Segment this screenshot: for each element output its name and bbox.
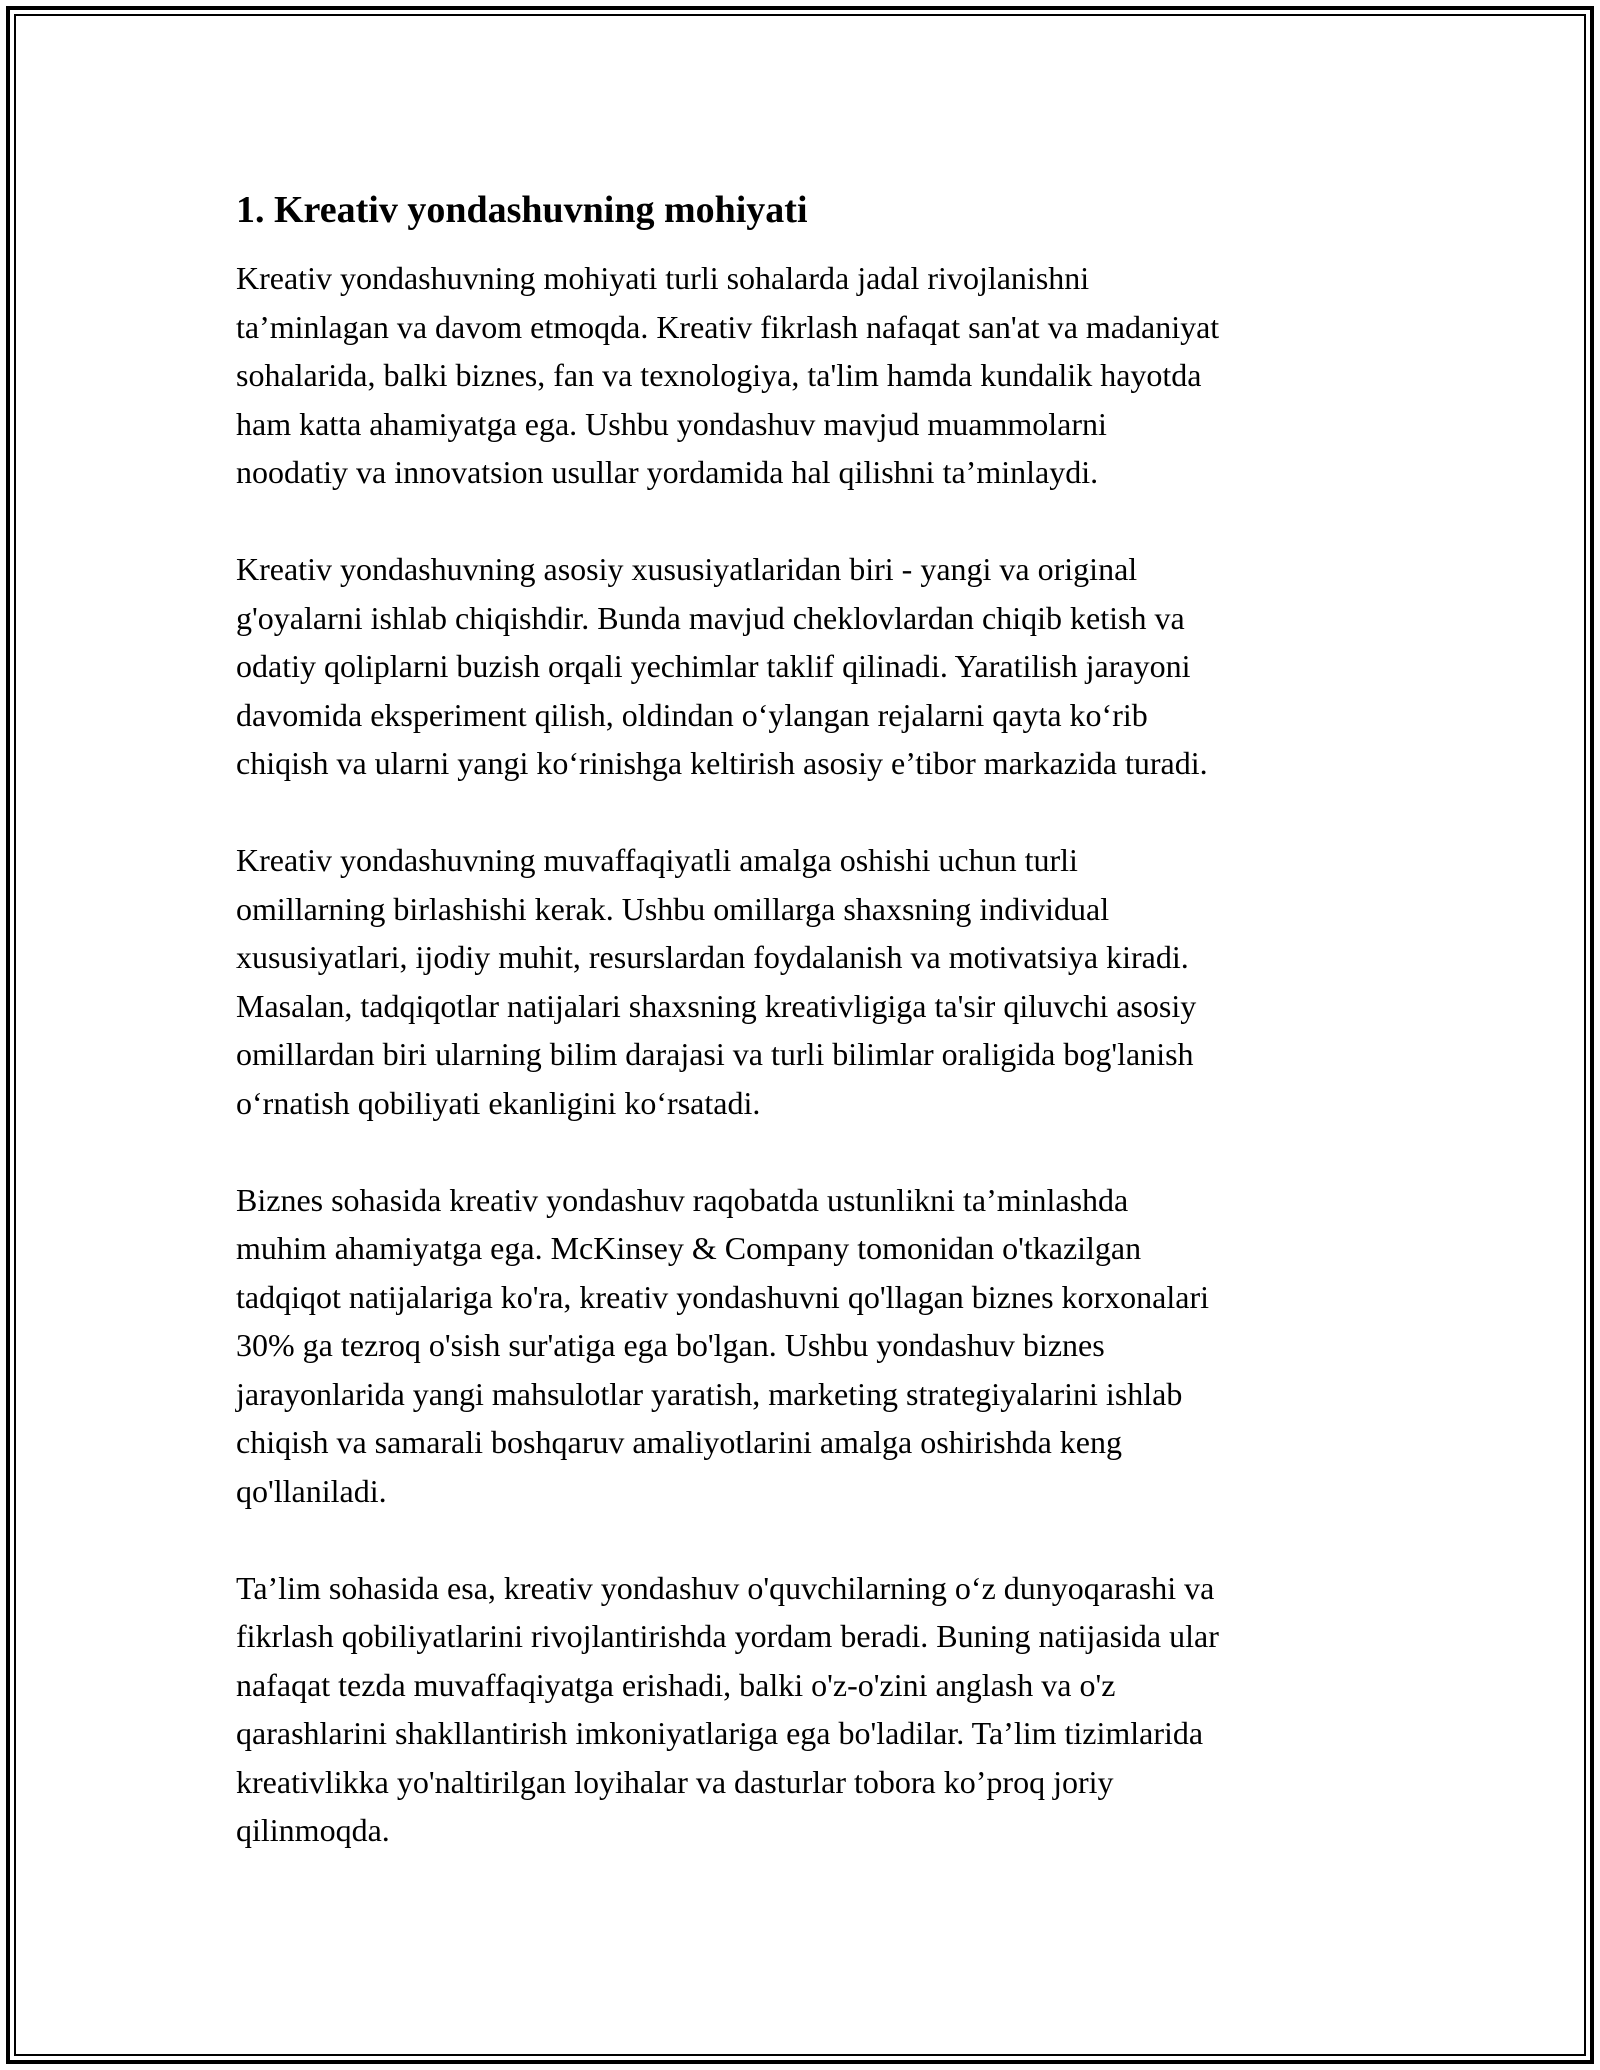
paragraph-line: fikrlash qobiliyatlarini rivojlantirishda yordam beradi. Buning natijasida ular (236, 1618, 1219, 1654)
paragraph (236, 545, 1386, 788)
document-body (236, 186, 1386, 1903)
section-heading: 1. Kreativ yondashuvning mohiyati (236, 189, 808, 231)
paragraph-line: qilinmoqda. (236, 1812, 390, 1848)
paragraph-line: davomida eksperiment qilish, oldindan o‘ylangan rejalarni qayta ko‘rib (236, 696, 1148, 733)
paragraph-line: jarayonlarida yangi mahsulotlar yaratish, marketing strategiyalarini ishlab (236, 1375, 1183, 1412)
paragraph-line: odatiy qoliplarni buzish orqali yechimlar taklif qilinadi. Yaratilish jarayoni (236, 648, 1191, 684)
paragraph (236, 254, 1386, 497)
paragraph-line: omillardan biri ularning bilim darajasi va turli bilimlar oraligida bog'lanish (236, 1036, 1194, 1072)
paragraph-line: tadqiqot natijalariga ko'ra, kreativ yondashuvni qo'llagan biznes korxonalari (236, 1278, 1210, 1315)
paragraph-line: Biznes sohasida kreativ yondashuv raqobatda ustunlikni ta’minlashda (236, 1181, 1129, 1218)
paragraph-line: chiqish va ularni yangi ko‘rinishga keltirish asosiy e’tibor markazida turadi. (236, 745, 1208, 781)
paragraph-line: Kreativ yondashuvning mohiyati turli sohalarda jadal rivojlanishni (236, 260, 1090, 296)
paragraph-line: chiqish va samarali boshqaruv amaliyotlarini amalga oshirishda keng (236, 1424, 1122, 1460)
paragraph-line: o‘rnatish qobiliyati ekanligini ko‘rsatadi. (236, 1084, 761, 1121)
paragraph-line: nafaqat tezda muvaffaqiyatga erishadi, balki o'z-o'zini anglash va o'z (236, 1666, 1116, 1703)
paragraph (236, 836, 1386, 1127)
paragraph-line: kreativlikka yo'naltirilgan loyihalar va dasturlar tobora ko’proq joriy (236, 1763, 1114, 1800)
paragraph-line: ham katta ahamiyatga ega. Ushbu yondashuv mavjud muammolarni (236, 405, 1107, 442)
paragraph-line: Kreativ yondashuvning muvaffaqiyatli amalga oshishi uchun turli (236, 842, 1078, 878)
paragraph-line: noodatiy va innovatsion usullar yordamida hal qilishni ta’minlaydi. (236, 454, 1099, 490)
paragraph-line: omillarning birlashishi kerak. Ushbu omillarga shaxsning individual (236, 890, 1110, 927)
paragraph-line: muhim ahamiyatga ega. McKinsey & Company tomonidan o'tkazilgan (236, 1230, 1142, 1266)
paragraph-line: qo'llaniladi. (236, 1472, 387, 1509)
paragraph-line: 30% ga tezroq o'sish sur'atiga ega bo'lgan. Ushbu yondashuv biznes (236, 1327, 1105, 1363)
paragraph-list (236, 254, 1386, 1855)
paragraph-line: xususiyatlari, ijodiy muhit, resurslardan foydalanish va motivatsiya kiradi. (236, 939, 1189, 975)
paragraph-line: Masalan, tadqiqotlar natijalari shaxsning kreativligiga ta'sir qiluvchi asosiy (236, 987, 1197, 1024)
paragraph (236, 1564, 1386, 1855)
paragraph-line: ta’minlagan va davom etmoqda. Kreativ fikrlash nafaqat san'at va madaniyat (236, 308, 1220, 345)
paragraph-line: qarashlarini shakllantirish imkoniyatlariga ega bo'ladilar. Ta’lim tizimlarida (236, 1715, 1204, 1751)
paragraph-line: g'oyalarni ishlab chiqishdir. Bunda mavjud cheklovlardan chiqib ketish va (236, 599, 1185, 636)
paragraph-line: Ta’lim sohasida esa, kreativ yondashuv o'quvchilarning o‘z dunyoqarashi va (236, 1569, 1215, 1606)
paragraph-line: sohalarida, balki biznes, fan va texnologiya, ta'lim hamda kundalik hayotda (236, 357, 1202, 393)
paragraph-line: Kreativ yondashuvning asosiy xususiyatlaridan biri - yangi va original (236, 551, 1138, 587)
paragraph (236, 1176, 1386, 1516)
